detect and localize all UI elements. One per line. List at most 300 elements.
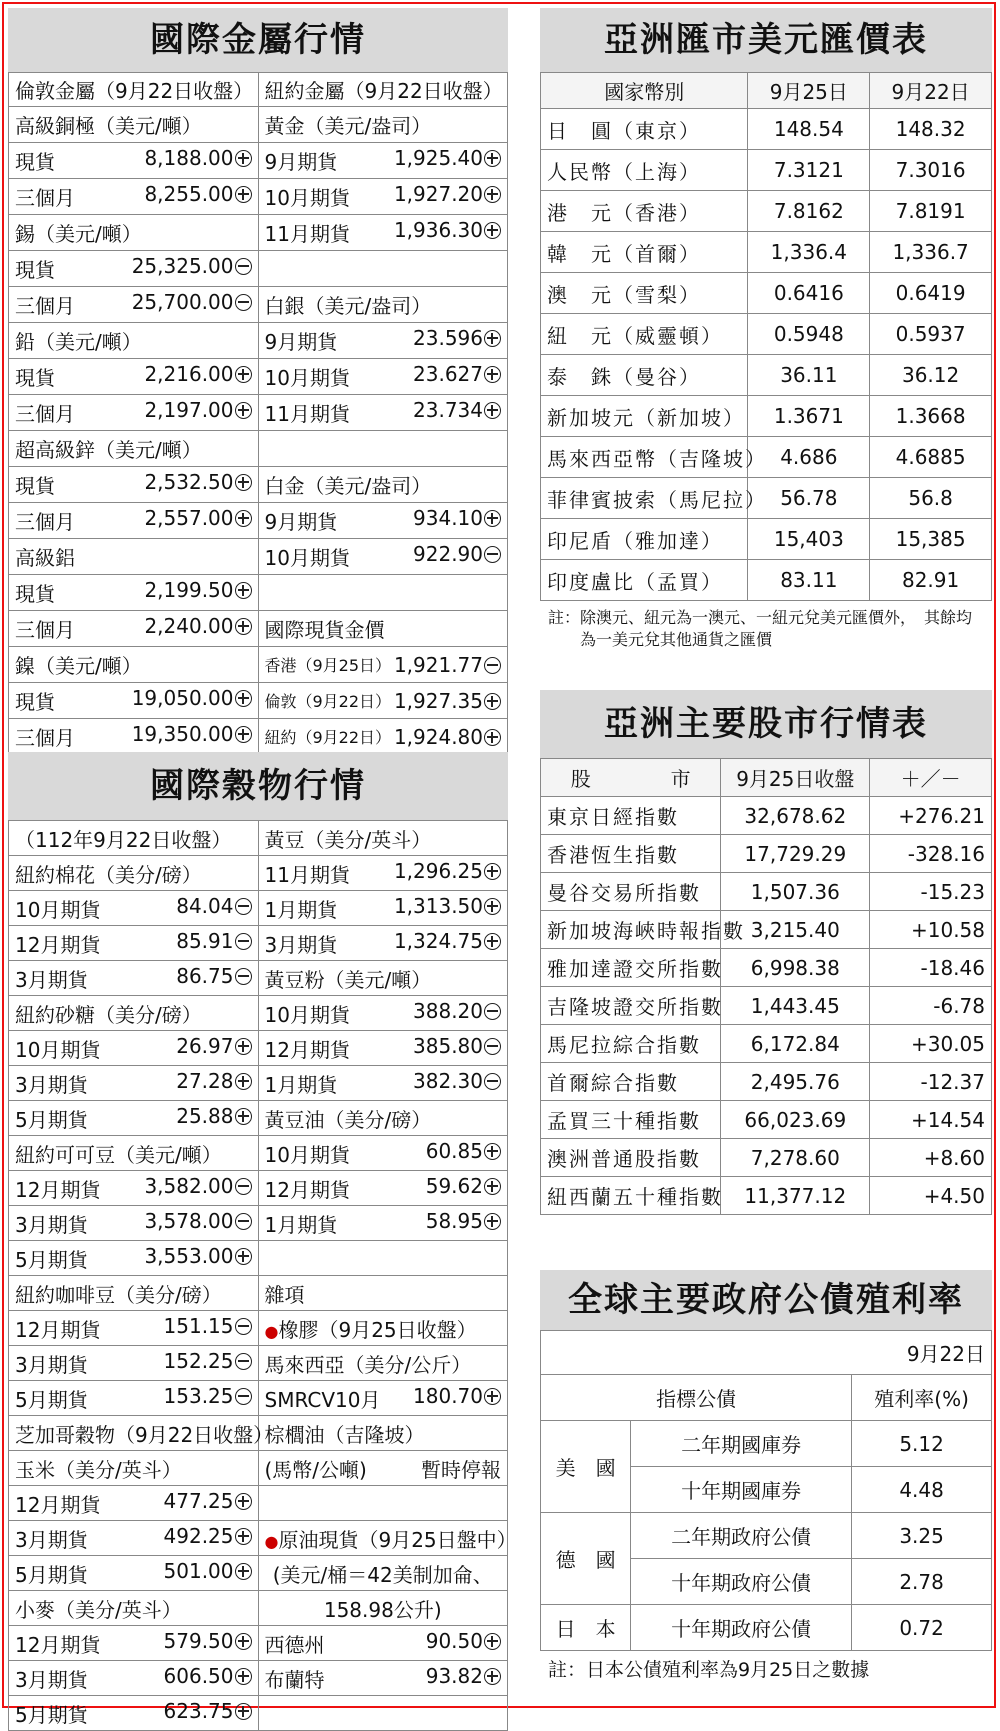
quote-value-wrap	[394, 859, 501, 888]
row-label: 日 圓（東京）	[541, 109, 748, 150]
section-label-text: 高級鋁	[15, 546, 75, 570]
row-label: 馬尼拉綜合指數	[541, 1025, 721, 1063]
row-value: 36.12	[870, 355, 992, 396]
section-label	[258, 1311, 508, 1346]
section-label-text: 白銀（美元/盎司）	[264, 294, 432, 318]
quote-cell	[258, 1136, 508, 1171]
table-row	[9, 539, 508, 575]
quote-value: 25,700.00	[131, 290, 234, 314]
up-circle-icon	[484, 330, 501, 347]
up-circle-icon	[235, 1668, 252, 1685]
fx-title: 亞洲匯市美元匯價表	[540, 8, 992, 72]
quote-value: 58.95	[425, 1208, 483, 1233]
contract-label: 10月期貨	[15, 897, 101, 922]
quote-cell	[258, 1661, 508, 1696]
up-circle-icon	[484, 693, 501, 710]
quote-value-wrap	[421, 1454, 501, 1483]
section-label-text: 158.98公升)	[323, 1597, 442, 1622]
section-label-text: 黃豆油（美分/磅）	[264, 1107, 432, 1132]
section-label	[258, 1276, 508, 1311]
contract-label: 布蘭特	[264, 1667, 325, 1692]
bonds-panel	[540, 1270, 992, 1689]
quote-value: 59.62	[425, 1173, 483, 1198]
quote-value-wrap	[413, 506, 501, 535]
quote-value: 1,924.80	[393, 724, 483, 749]
row-value: +8.60	[870, 1139, 992, 1177]
section-label-text: 黃金（美元/盎司）	[264, 114, 432, 138]
bonds-header-yield: 殖利率(%)	[852, 1375, 992, 1421]
table-row	[9, 1171, 508, 1206]
contract-label: 三個月	[15, 294, 75, 318]
up-circle-icon	[235, 474, 252, 491]
row-value: 1,507.36	[721, 873, 870, 911]
metals-panel	[8, 8, 508, 755]
quote-value-wrap	[413, 542, 501, 571]
up-circle-icon	[484, 150, 501, 167]
row-value: 7.3016	[870, 150, 992, 191]
row-value: 83.11	[748, 560, 870, 601]
row-label: 孟買三十種指數	[541, 1101, 721, 1139]
bullet-icon: ●	[264, 1531, 279, 1551]
contract-label: 12月期貨	[15, 1492, 101, 1517]
quote-value: 382.30	[413, 1068, 483, 1093]
section-label-text: 黃豆（美分/英斗）	[264, 827, 432, 852]
row-label: 雅加達證交所指數	[541, 949, 721, 987]
table-row	[9, 1451, 508, 1486]
table-row	[9, 359, 508, 395]
bond-country: 德 國	[541, 1513, 631, 1605]
row-value: 1,336.7	[870, 232, 992, 273]
quote-value: 180.70	[413, 1383, 483, 1408]
bond-country: 日 本	[541, 1605, 631, 1651]
row-label: 馬來西亞幣（吉隆坡）	[541, 437, 748, 478]
quote-value-wrap	[413, 326, 501, 355]
row-value: 32,678.62	[721, 797, 870, 835]
quote-value-wrap	[132, 686, 252, 715]
quote-value: 3,553.00	[144, 1243, 234, 1268]
quote-value-wrap	[164, 1349, 252, 1378]
table-row	[9, 996, 508, 1031]
table-row	[9, 891, 508, 926]
fx-note-line2: 為一美元兌其他通貨之匯價	[580, 630, 773, 649]
quote-value-wrap	[144, 1244, 251, 1273]
row-label: 港 元（香港）	[541, 191, 748, 232]
up-circle-icon	[235, 366, 252, 383]
quote-value-wrap	[176, 964, 251, 993]
table-row	[9, 1241, 508, 1276]
table-row	[9, 821, 508, 856]
quote-value: 492.25	[163, 1523, 234, 1548]
quote-cell	[258, 996, 508, 1031]
contract-label: 9月期貨	[264, 330, 338, 354]
row-value: +10.58	[870, 911, 992, 949]
quote-cell	[9, 961, 259, 996]
down-circle-icon	[235, 933, 252, 950]
contract-label: 1月期貨	[264, 1072, 338, 1097]
quote-cell	[258, 1066, 508, 1101]
section-label-text: 芝加哥穀物（9月22日收盤）	[15, 1422, 274, 1447]
table-row	[541, 355, 992, 396]
stocks-title: 亞洲主要股市行情表	[540, 690, 992, 758]
table-row	[9, 1556, 508, 1591]
contract-label: 1月期貨	[264, 1212, 338, 1237]
row-value: -328.16	[870, 835, 992, 873]
table-row	[9, 323, 508, 359]
row-value: 148.54	[748, 109, 870, 150]
contract-label: 三個月	[15, 402, 75, 426]
contract-label: 現貨	[15, 690, 55, 714]
table-row	[9, 287, 508, 323]
table-row	[9, 683, 508, 719]
quote-value: 152.25	[163, 1348, 234, 1373]
up-circle-icon	[484, 366, 501, 383]
fx-header-date2: 9月22日	[870, 73, 992, 109]
quote-cell	[258, 1031, 508, 1066]
up-circle-icon	[235, 1633, 252, 1650]
section-label	[258, 1346, 508, 1381]
up-circle-icon	[484, 898, 501, 915]
contract-label: 西德州	[264, 1632, 325, 1657]
contract-label: 11月期貨	[264, 222, 350, 246]
section-label	[9, 1136, 259, 1171]
quote-cell	[258, 719, 508, 755]
row-label: 澳洲普通股指數	[541, 1139, 721, 1177]
table-row	[9, 1521, 508, 1556]
table-row	[541, 273, 992, 314]
row-label: 曼谷交易所指數	[541, 873, 721, 911]
bond-name: 十年期國庫券	[631, 1467, 852, 1513]
quote-value-wrap	[176, 929, 251, 958]
quote-value: 8,188.00	[144, 146, 234, 170]
quote-value-wrap	[426, 1664, 501, 1693]
contract-label: 三個月	[15, 618, 75, 642]
table-row	[541, 478, 992, 519]
section-label	[258, 431, 508, 467]
contract-label: 10月期貨	[264, 366, 350, 390]
table-row	[9, 1136, 508, 1171]
table-row	[541, 949, 992, 987]
row-value: 15,385	[870, 519, 992, 560]
quote-value-wrap	[144, 506, 251, 535]
quote-value-wrap	[164, 1699, 252, 1728]
row-label: 泰 銖（曼谷）	[541, 355, 748, 396]
quote-value-wrap	[144, 470, 251, 499]
up-circle-icon	[235, 150, 252, 167]
quote-cell	[258, 179, 508, 215]
section-label-text: 高級銅極（美元/噸）	[15, 114, 202, 138]
quote-cell	[9, 143, 259, 179]
quote-value: 23.627	[413, 362, 483, 386]
table-row	[541, 109, 992, 150]
row-value: 56.78	[748, 478, 870, 519]
quote-value-wrap	[164, 1664, 252, 1693]
quote-cell	[258, 503, 508, 539]
stocks-header-market: 股 市	[541, 759, 721, 797]
table-row	[541, 191, 992, 232]
row-value: 1,336.4	[748, 232, 870, 273]
row-value: 4.6885	[870, 437, 992, 478]
table-row	[9, 143, 508, 179]
quote-cell	[9, 926, 259, 961]
quote-cell	[9, 1171, 259, 1206]
quote-value-wrap	[426, 1139, 501, 1168]
contract-label: 10月期貨	[264, 1002, 350, 1027]
quote-value: 3,582.00	[144, 1173, 234, 1198]
quote-cell	[258, 1171, 508, 1206]
quote-value: 2,240.00	[144, 614, 234, 638]
section-label-text: 鉛（美元/噸）	[15, 330, 142, 354]
quote-value: 153.25	[163, 1383, 234, 1408]
row-label: 印度盧比（孟買）	[541, 560, 748, 601]
down-circle-icon	[235, 1318, 252, 1335]
row-value: +30.05	[870, 1025, 992, 1063]
metals-head-london: 倫敦金屬（9月22日收盤）	[9, 73, 259, 107]
table-row	[9, 467, 508, 503]
contract-label: 3月期貨	[15, 1072, 88, 1097]
quote-value-wrap	[394, 146, 501, 175]
quote-value: 23.596	[413, 326, 483, 350]
contract-label: 10月期貨	[15, 1037, 101, 1062]
table-row	[9, 1206, 508, 1241]
table-row	[9, 1626, 508, 1661]
quote-cell	[9, 575, 259, 611]
quote-value: 579.50	[163, 1628, 234, 1653]
table-row	[9, 1591, 508, 1626]
down-circle-icon	[484, 1038, 501, 1055]
quote-value-wrap	[413, 398, 501, 427]
contract-label: 現貨	[15, 150, 55, 174]
contract-label: 12月期貨	[15, 1632, 101, 1657]
quote-value-wrap	[394, 653, 501, 677]
contract-label: 紐約（9月22日）	[264, 727, 392, 747]
table-row	[541, 797, 992, 835]
section-label-text: 國際現貨金價	[264, 618, 385, 642]
fx-panel	[540, 8, 992, 657]
section-label	[258, 575, 508, 611]
down-circle-icon	[235, 258, 252, 275]
bond-yield: 3.25	[852, 1513, 992, 1559]
table-row	[9, 395, 508, 431]
quote-value-wrap	[413, 1069, 501, 1098]
table-row	[9, 431, 508, 467]
fx-header-currency: 國家幣別	[541, 73, 748, 109]
down-circle-icon	[235, 1213, 252, 1230]
up-circle-icon	[235, 510, 252, 527]
quote-value-wrap	[132, 290, 252, 319]
section-label	[9, 215, 259, 251]
quote-value: 1,936.30	[393, 218, 483, 242]
table-row	[541, 1177, 992, 1215]
down-circle-icon	[484, 657, 501, 674]
fx-note-line1: 註：除澳元、紐元為一澳元、一紐元兌美元匯價外， 其餘均	[548, 608, 973, 627]
row-value: 148.32	[870, 109, 992, 150]
contract-label: 10月期貨	[264, 1142, 350, 1167]
quote-value-wrap	[144, 1174, 251, 1203]
section-label	[9, 1591, 259, 1626]
row-label: 紐 元（威靈頓）	[541, 314, 748, 355]
table-row	[9, 611, 508, 647]
table-row	[9, 503, 508, 539]
quote-value-wrap	[413, 999, 501, 1028]
quote-cell	[9, 287, 259, 323]
quote-value-wrap	[394, 182, 501, 211]
section-label	[9, 1451, 259, 1486]
quote-value: 477.25	[163, 1488, 234, 1513]
quote-cell	[9, 683, 259, 719]
bond-row	[541, 1421, 992, 1467]
row-value: 11,377.12	[721, 1177, 870, 1215]
table-row	[541, 396, 992, 437]
quote-cell	[9, 1346, 259, 1381]
up-circle-icon	[484, 863, 501, 880]
section-label	[9, 431, 259, 467]
quote-value: 2,197.00	[144, 398, 234, 422]
quote-value: 25,325.00	[131, 254, 234, 278]
quote-cell	[9, 1066, 259, 1101]
contract-label: 3月期貨	[15, 1527, 88, 1552]
section-label	[258, 1416, 508, 1451]
table-row	[541, 1063, 992, 1101]
quote-cell	[9, 1381, 259, 1416]
up-circle-icon	[235, 690, 252, 707]
contract-label: 5月期貨	[15, 1387, 88, 1412]
quote-cell	[9, 1311, 259, 1346]
bond-yield: 5.12	[852, 1421, 992, 1467]
up-circle-icon	[235, 618, 252, 635]
row-value: +14.54	[870, 1101, 992, 1139]
quote-value: 2,532.50	[144, 470, 234, 494]
up-circle-icon	[235, 1038, 252, 1055]
bond-row	[541, 1605, 992, 1651]
quote-cell	[9, 395, 259, 431]
table-row	[9, 719, 508, 755]
bond-name: 二年期國庫券	[631, 1421, 852, 1467]
quote-value-wrap	[394, 929, 501, 958]
quote-value: 1,324.75	[393, 928, 483, 953]
row-value: 0.5948	[748, 314, 870, 355]
section-label	[258, 1696, 508, 1731]
stocks-table	[540, 758, 992, 1215]
contract-label: 11月期貨	[264, 862, 350, 887]
quote-value: 1,313.50	[393, 893, 483, 918]
section-label	[9, 1416, 274, 1451]
contract-label: 三個月	[15, 186, 75, 210]
quote-value: 1,925.40	[393, 146, 483, 170]
quote-value: 85.91	[176, 928, 234, 953]
quote-cell	[9, 251, 259, 287]
contract-label: 9月期貨	[264, 510, 338, 534]
quote-cell	[9, 1661, 259, 1696]
table-row	[541, 911, 992, 949]
table-row	[541, 1139, 992, 1177]
up-circle-icon	[235, 1563, 252, 1580]
quote-value: 60.85	[425, 1138, 483, 1163]
section-label-text: 超高級鋅（美元/噸）	[15, 438, 202, 462]
quote-cell	[9, 1556, 259, 1591]
table-row	[9, 1696, 508, 1731]
quote-cell	[9, 503, 259, 539]
section-label	[258, 287, 508, 323]
table-row	[9, 1276, 508, 1311]
table-row	[9, 1486, 508, 1521]
quote-cell	[258, 1626, 508, 1661]
row-value: 6,998.38	[721, 949, 870, 987]
quote-cell	[258, 856, 508, 891]
quote-value-wrap	[144, 1209, 251, 1238]
contract-label: 12月期貨	[15, 932, 101, 957]
section-label	[9, 821, 259, 856]
table-row	[9, 856, 508, 891]
row-label: 韓 元（首爾）	[541, 232, 748, 273]
quote-cell	[258, 539, 508, 575]
quote-value: 2,216.00	[144, 362, 234, 386]
bullet-icon: ●	[264, 1321, 279, 1341]
stocks-header-close: 9月25日收盤	[721, 759, 870, 797]
table-row	[9, 1031, 508, 1066]
quote-cell	[258, 926, 508, 961]
section-label-text: 紐約咖啡豆（美分/磅）	[15, 1282, 222, 1307]
contract-label: 倫敦（9月22日）	[264, 691, 392, 711]
up-circle-icon	[235, 582, 252, 599]
row-value: 15,403	[748, 519, 870, 560]
quote-value-wrap	[176, 1034, 251, 1063]
row-label: 紐西蘭五十種指數	[541, 1177, 721, 1215]
contract-label: 10月期貨	[264, 186, 350, 210]
table-row	[9, 1311, 508, 1346]
contract-label: 三個月	[15, 510, 75, 534]
section-label-text: 錫（美元/噸）	[15, 222, 142, 246]
up-circle-icon	[484, 1633, 501, 1650]
row-value: 82.91	[870, 560, 992, 601]
contract-label: SMRCV10月	[264, 1387, 381, 1412]
up-circle-icon	[484, 1143, 501, 1160]
table-row	[9, 1066, 508, 1101]
bond-row	[541, 1513, 992, 1559]
quote-value-wrap	[176, 1104, 251, 1133]
down-circle-icon	[484, 546, 501, 563]
row-label: 澳 元（雪梨）	[541, 273, 748, 314]
bond-name: 十年期政府公債	[631, 1605, 852, 1651]
quote-cell	[258, 891, 508, 926]
quote-value-wrap	[426, 1209, 501, 1238]
table-row	[541, 873, 992, 911]
quote-value: 385.80	[413, 1033, 483, 1058]
quote-value: 27.28	[176, 1068, 234, 1093]
table-row	[541, 1101, 992, 1139]
quote-value-wrap	[132, 254, 252, 283]
row-label: 新加坡元（新加坡）	[541, 396, 748, 437]
contract-label: 現貨	[15, 474, 55, 498]
section-label-text: 雜項	[264, 1282, 305, 1307]
quote-value: 623.75	[163, 1698, 234, 1723]
section-label-text: 原油現貨（9月25日盤中）	[278, 1527, 517, 1552]
up-circle-icon	[235, 726, 252, 743]
row-value: 1,443.45	[721, 987, 870, 1025]
quote-value-wrap	[164, 1384, 252, 1413]
quote-value: 26.97	[176, 1033, 234, 1058]
section-label-text: 白金（美元/盎司）	[264, 474, 432, 498]
row-value: 7.8162	[748, 191, 870, 232]
fx-table	[540, 72, 992, 601]
quote-value-wrap	[144, 578, 251, 607]
quote-value-wrap	[426, 1629, 501, 1658]
table-row	[9, 251, 508, 287]
up-circle-icon	[235, 402, 252, 419]
up-circle-icon	[484, 186, 501, 203]
section-label-text: (美元/桶＝42美制加侖、	[272, 1562, 493, 1587]
table-row	[541, 987, 992, 1025]
bond-yield: 0.72	[852, 1605, 992, 1651]
